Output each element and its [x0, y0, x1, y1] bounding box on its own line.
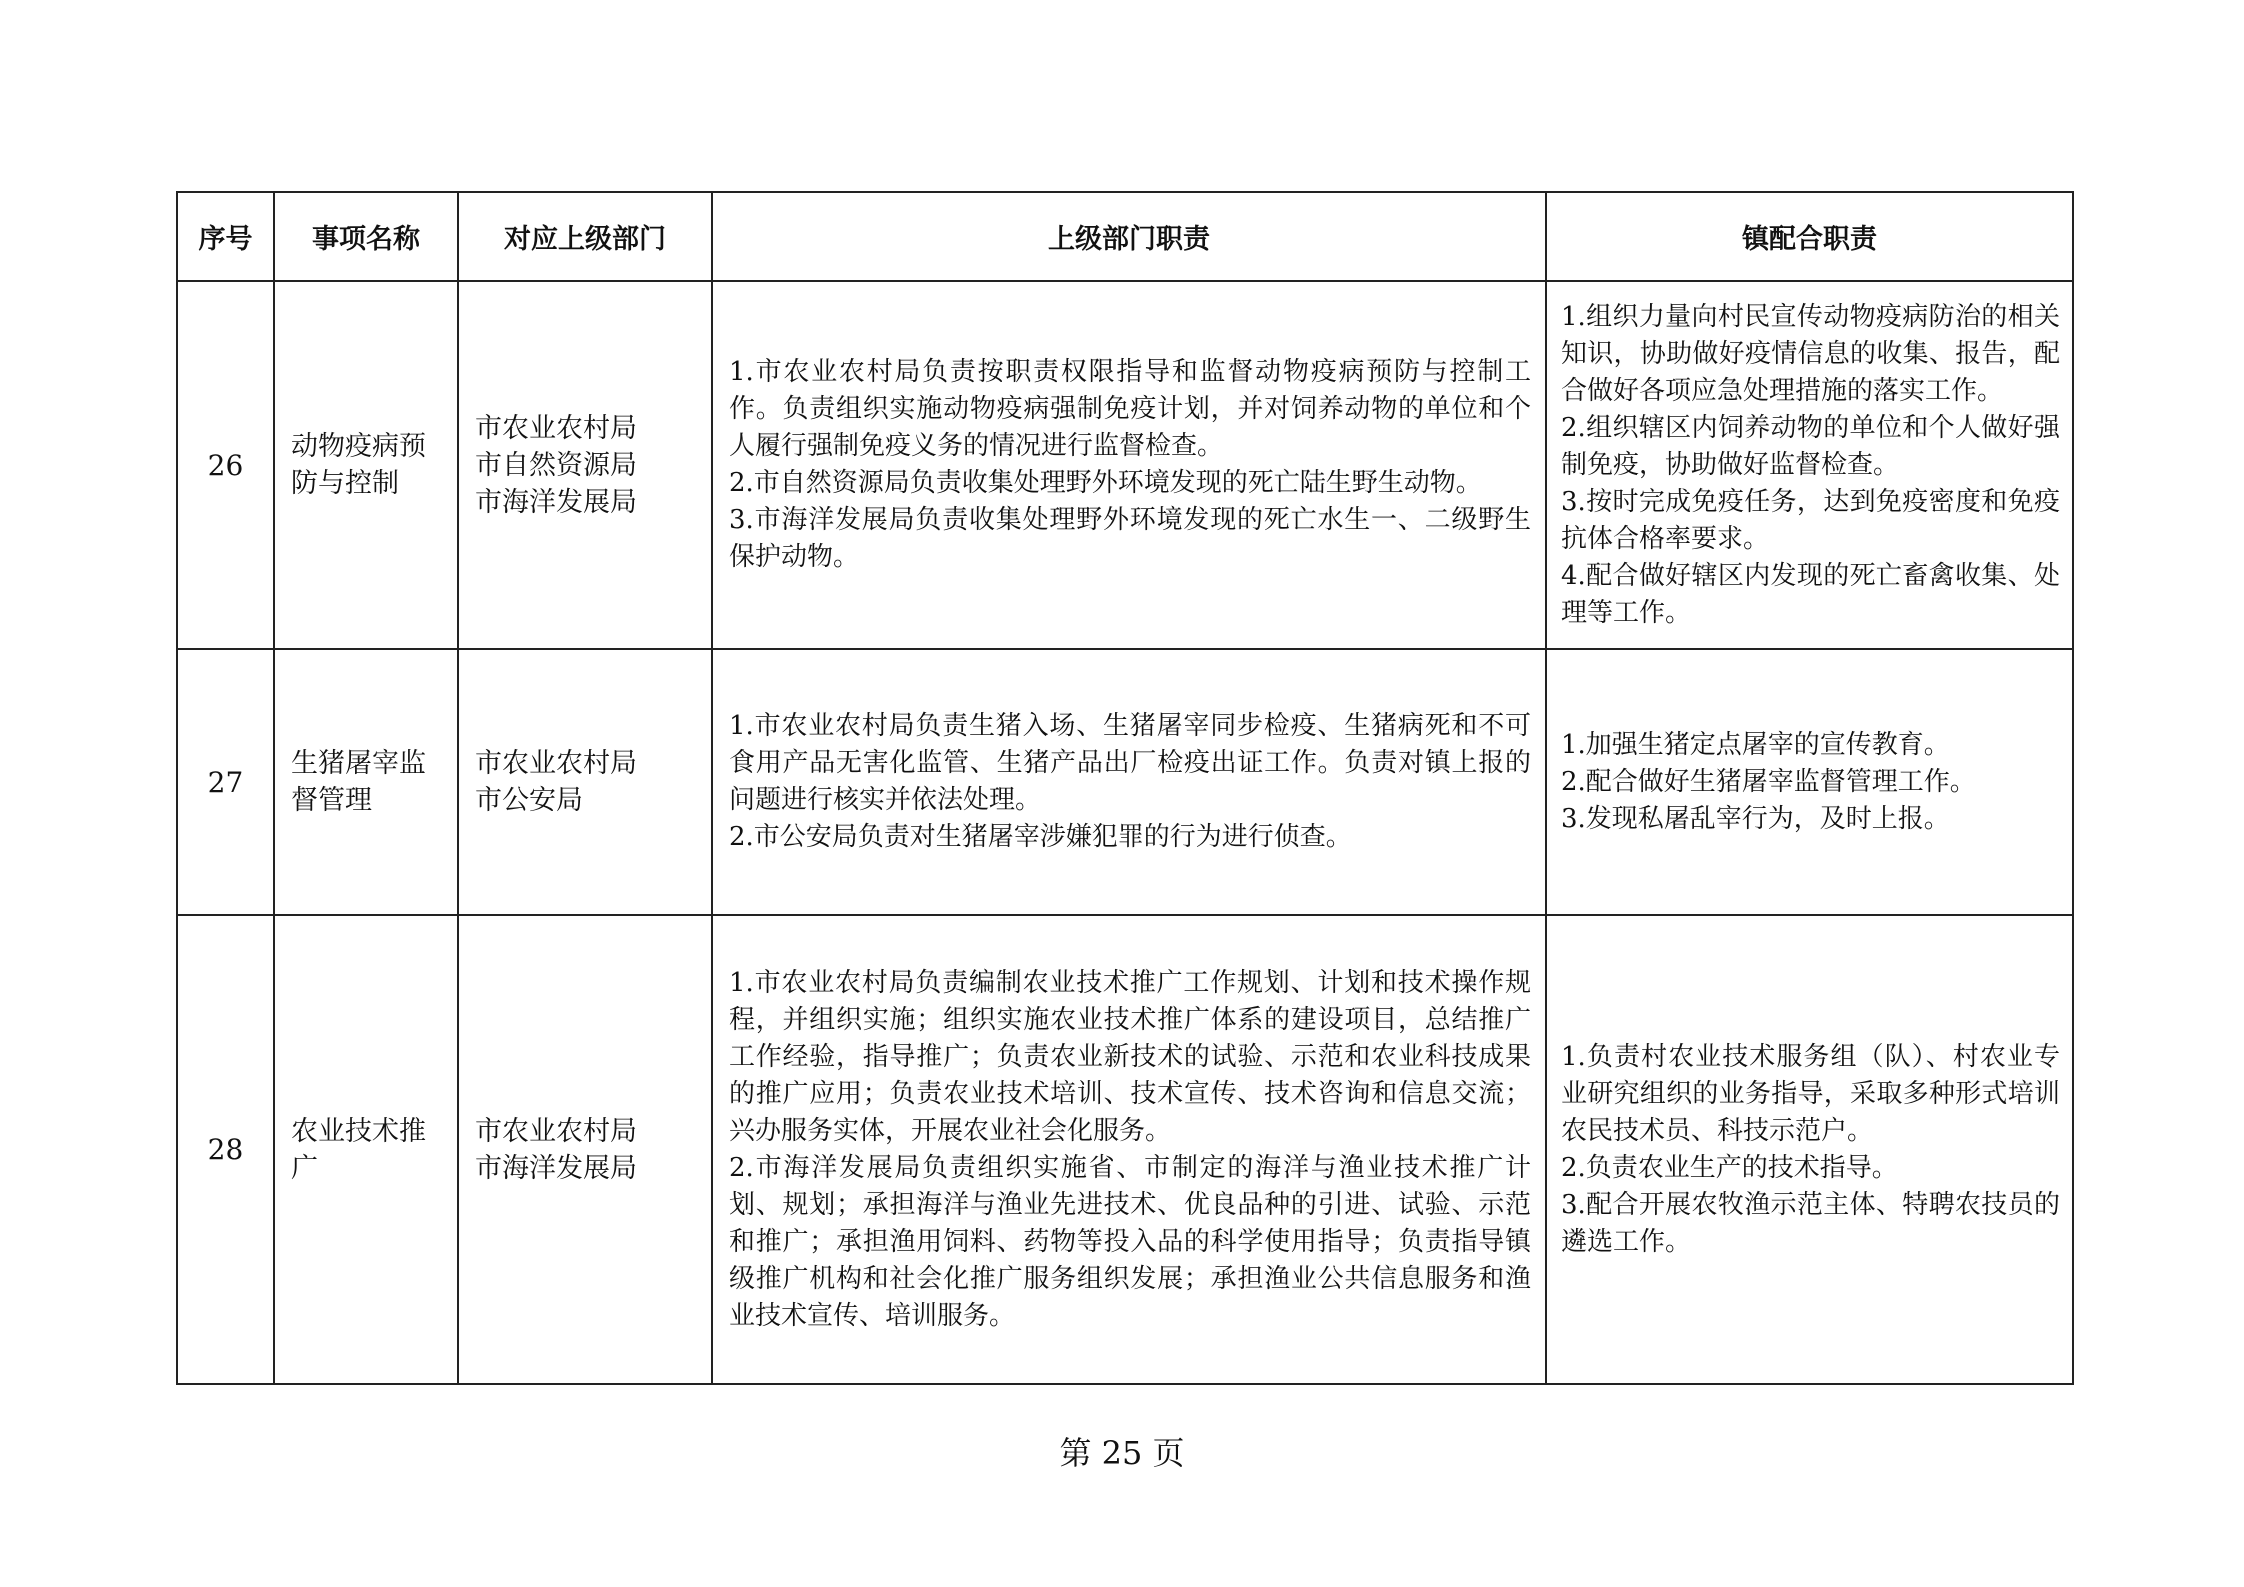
superior-duties	[712, 915, 1546, 1384]
superior-duties	[712, 281, 1546, 649]
department-line: 市自然资源局	[475, 449, 637, 481]
row-number: 26	[177, 281, 274, 649]
duty-paragraph: 1.市农业农村局负责按职责权限指导和监督动物疫病预防与控制工作。负责组织实施动物疫病强制免疫计划，并对饲养动物的单位和个人履行强制免疫义务的情况进行监督检查。	[729, 357, 1531, 461]
town-duty-paragraph: 2.负责农业生产的技术指导。	[1561, 1152, 1898, 1183]
town-duties	[1546, 649, 2073, 915]
town-duty-paragraph: 1.加强生猪定点屠宰的宣传教育。	[1561, 729, 1950, 760]
duty-paragraph: 2.市公安局负责对生猪屠宰涉嫌犯罪的行为进行侦查。	[729, 822, 1352, 852]
row-number: 28	[177, 915, 274, 1384]
town-duty-paragraph: 2.组织辖区内饲养动物的单位和个人做好强制免疫，协助做好监督检查。	[1561, 412, 2060, 480]
item-name: 农业技术推广	[274, 915, 458, 1384]
superior-duties	[712, 649, 1546, 915]
table-row	[177, 915, 2073, 1384]
department-line: 市农业农村局	[475, 412, 637, 444]
header-num: 序号	[177, 192, 274, 281]
page-number: 第 25 页	[1059, 1434, 1185, 1472]
department-line: 市海洋发展局	[475, 1152, 637, 1184]
header-name: 事项名称	[274, 192, 458, 281]
town-duty-paragraph: 1.组织力量向村民宣传动物疫病防治的相关知识，协助做好疫情信息的收集、报告，配合做好各项应急处理措施的落实工作。	[1561, 301, 2060, 406]
town-duty-paragraph: 4.配合做好辖区内发现的死亡畜禽收集、处理等工作。	[1561, 560, 2060, 628]
town-duty-paragraph: 2.配合做好生猪屠宰监督管理工作。	[1561, 766, 1976, 797]
table-row	[177, 649, 2073, 915]
table-row	[177, 281, 2073, 649]
item-name: 动物疫病预防与控制	[274, 281, 458, 649]
town-duties	[1546, 281, 2073, 649]
town-duty-paragraph: 1.负责村农业技术服务组（队）、村农业专业研究组织的业务指导，采取多种形式培训农民技术员、科技示范户。	[1561, 1041, 2060, 1146]
duty-paragraph: 1.市农业农村局负责编制农业技术推广工作规划、计划和技术操作规程，并组织实施；组织实施农业技术推广体系的建设项目，总结推广工作经验，指导推广；负责农业新技术的试验、示范和农业科技成果的推广应用；负责农业技术培训、技术宣传、技术咨询和信息交流；兴办服务实体，开展农业社会化服务。	[729, 967, 1531, 1146]
town-duty-paragraph: 3.配合开展农牧渔示范主体、特聘农技员的遴选工作。	[1561, 1189, 2060, 1257]
header-dept: 对应上级部门	[458, 192, 712, 281]
superior-departments	[458, 281, 712, 649]
duty-paragraph: 3.市海洋发展局负责收集处理野外环境发现的死亡水生一、二级野生保护动物。	[729, 505, 1531, 572]
department-line: 市海洋发展局	[475, 486, 637, 518]
town-duty-paragraph: 3.发现私屠乱宰行为，及时上报。	[1561, 803, 1950, 834]
table-header-row	[177, 192, 2073, 281]
town-duties	[1546, 915, 2073, 1384]
row-number: 27	[177, 649, 274, 915]
responsibility-table	[176, 191, 2074, 1385]
duty-paragraph: 1.市农业农村局负责生猪入场、生猪屠宰同步检疫、生猪病死和不可食用产品无害化监管、生猪产品出厂检疫出证工作。负责对镇上报的问题进行核实并依法处理。	[729, 711, 1531, 815]
duty-paragraph: 2.市自然资源局负责收集处理野外环境发现的死亡陆生野生动物。	[729, 468, 1482, 498]
header-duty: 上级部门职责	[712, 192, 1546, 281]
superior-departments	[458, 649, 712, 915]
department-line: 市农业农村局	[475, 1115, 637, 1147]
header-town: 镇配合职责	[1546, 192, 2073, 281]
department-line: 市农业农村局	[475, 748, 637, 779]
duty-paragraph: 2.市海洋发展局负责组织实施省、市制定的海洋与渔业技术推广计划、规划；承担海洋与渔业先进技术、优良品种的引进、试验、示范和推广；承担渔用饲料、药物等投入品的科学使用指导；负责指导镇级推广机构和社会化推广服务组织发展；承担渔业公共信息服务和渔业技术宣传、培训服务。	[729, 1152, 1531, 1331]
town-duty-paragraph: 3.按时完成免疫任务，达到免疫密度和免疫抗体合格率要求。	[1561, 486, 2060, 554]
item-name: 生猪屠宰监督管理	[274, 649, 458, 915]
superior-departments	[458, 915, 712, 1384]
department-line: 市公安局	[475, 785, 583, 816]
